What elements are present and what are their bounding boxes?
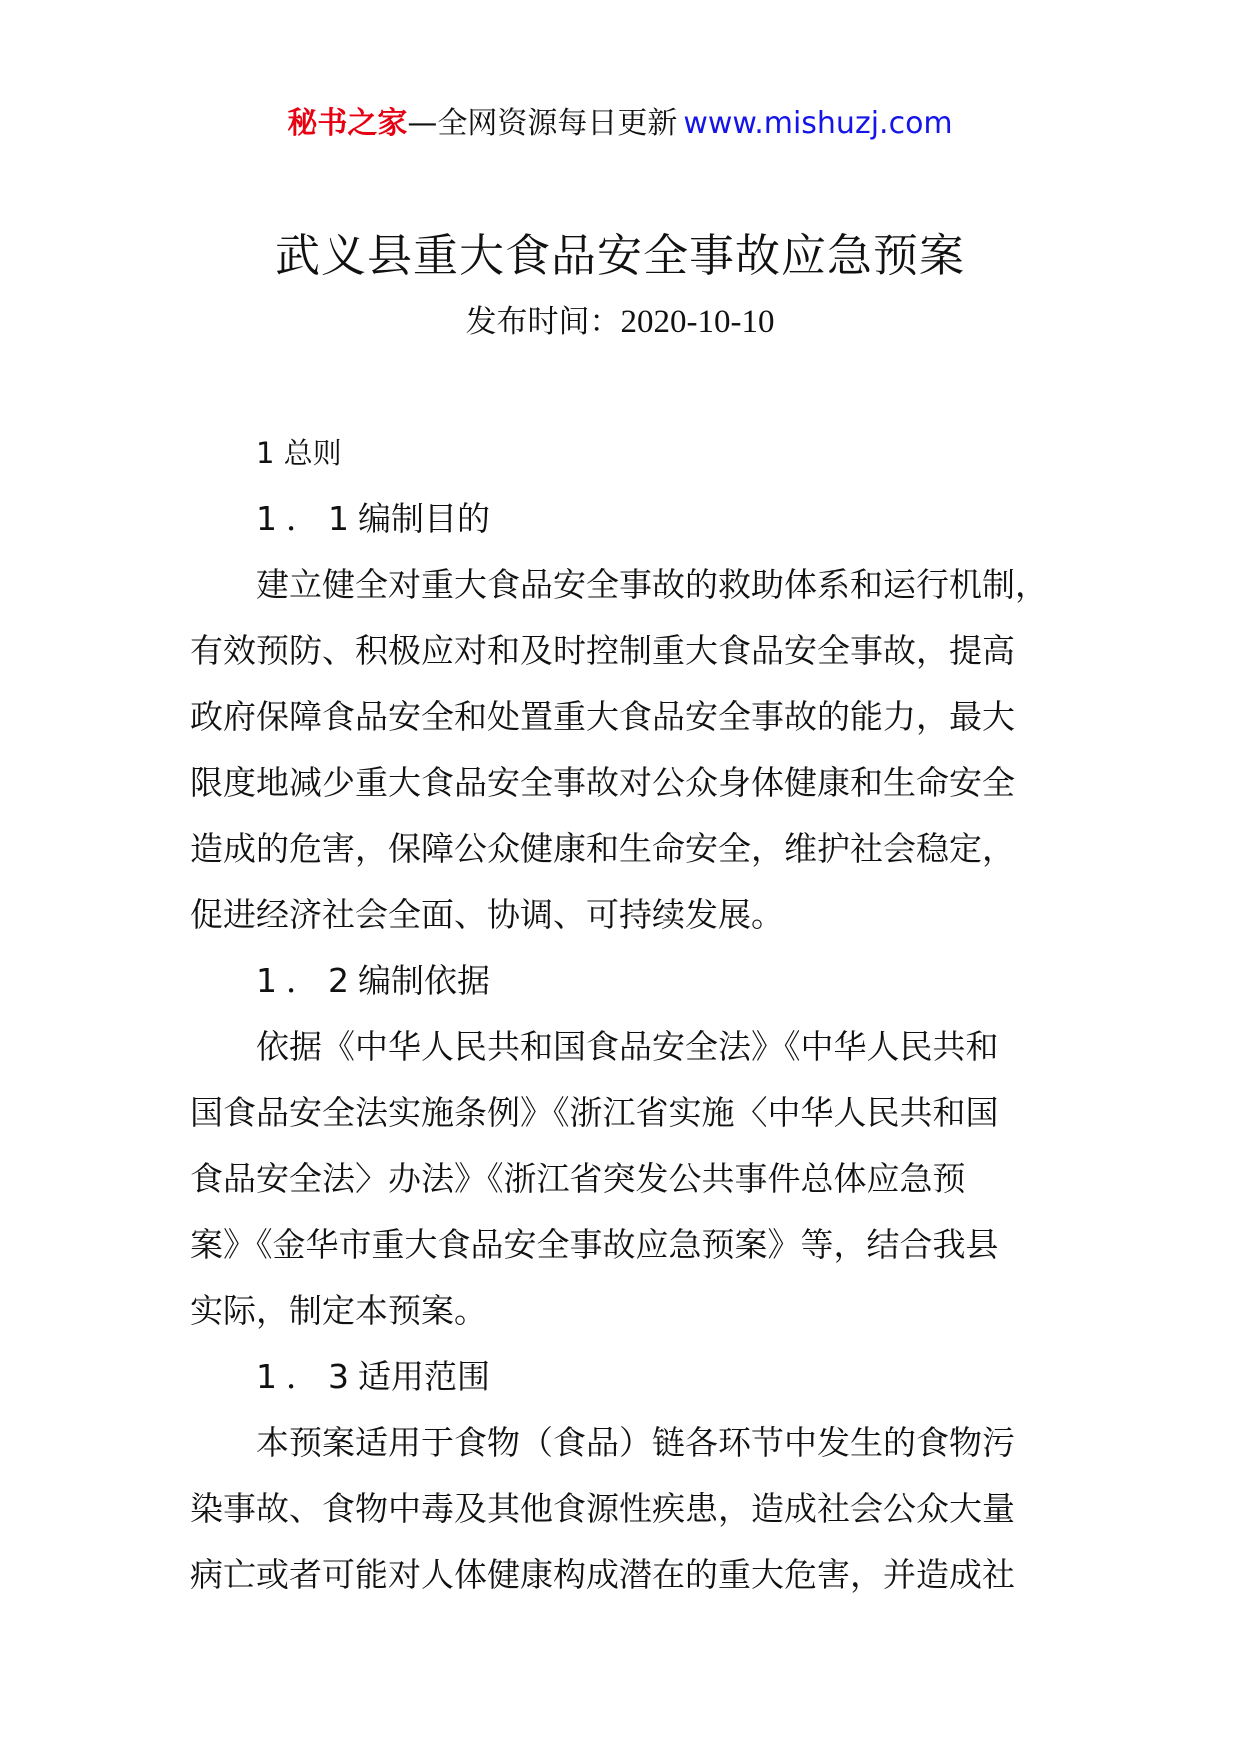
- subsection-number: 1．1: [256, 499, 358, 538]
- paragraph-line: 造成的危害，保障公众健康和生命安全，维护社会稳定，: [190, 829, 1015, 868]
- paragraph-line: 国食品安全法实施条例》《浙江省实施〈中华人民共和国: [190, 1093, 999, 1132]
- paragraph-line: 本预案适用于食物（食品）链各环节中发生的食物污: [256, 1423, 1015, 1462]
- paragraph-line: 建立健全对重大食品安全事故的救助体系和运行机制，: [256, 565, 1048, 604]
- subsection-title: 编制目的: [358, 499, 490, 538]
- paragraph-line: 食品安全法〉办法》《浙江省突发公共事件总体应急预: [190, 1159, 966, 1198]
- publish-date-label: 发布时间：: [465, 304, 621, 340]
- brand-tagline: —全网资源每日更新: [407, 106, 678, 141]
- brand-name: 秘书之家: [287, 106, 408, 141]
- paragraph-line: 有效预防、积极应对和及时控制重大食品安全事故，提高: [190, 631, 1015, 670]
- paragraph-line: 促进经济社会全面、协调、可持续发展。: [190, 895, 784, 934]
- subsection-heading-1-1: [190, 496, 1040, 542]
- paragraph-line: 病亡或者可能对人体健康构成潜在的重大危害，并造成社: [190, 1555, 1015, 1594]
- paragraph-line: 政府保障食品安全和处置重大食品安全事故的能力，最大: [190, 697, 1015, 736]
- document-title: 武义县重大食品安全事故应急预案: [274, 229, 965, 282]
- subsection-heading-1-2: [190, 958, 1040, 1004]
- publish-date: [0, 300, 1240, 344]
- paragraph-line: 依据《中华人民共和国食品安全法》《中华人民共和: [256, 1027, 999, 1066]
- paragraph-purpose: [190, 552, 1048, 948]
- subsection-number: 1．3: [256, 1357, 358, 1396]
- site-url-link[interactable]: www.mishuzj.com: [683, 106, 953, 141]
- paragraph-line: 染事故、食物中毒及其他食源性疾患，造成社会公众大量: [190, 1489, 1015, 1528]
- paragraph-scope: [190, 1410, 1040, 1608]
- subsection-title: 编制依据: [358, 961, 490, 1000]
- paragraph-line: 实际，制定本预案。: [190, 1291, 487, 1330]
- subsection-heading-1-3: [190, 1354, 1040, 1400]
- subsection-number: 1．2: [256, 961, 358, 1000]
- paragraph-line: 限度地减少重大食品安全事故对公众身体健康和生命安全: [190, 763, 1015, 802]
- document-body: [190, 430, 1048, 1618]
- paragraph-basis: [190, 1014, 1040, 1344]
- publish-date-value: 2020-10-10: [620, 304, 775, 340]
- site-banner: [0, 104, 1240, 144]
- paragraph-line: 案》《金华市重大食品安全事故应急预案》等，结合我县: [190, 1225, 999, 1264]
- subsection-title: 适用范围: [358, 1357, 490, 1396]
- section-heading-general: 1 总则: [256, 436, 342, 470]
